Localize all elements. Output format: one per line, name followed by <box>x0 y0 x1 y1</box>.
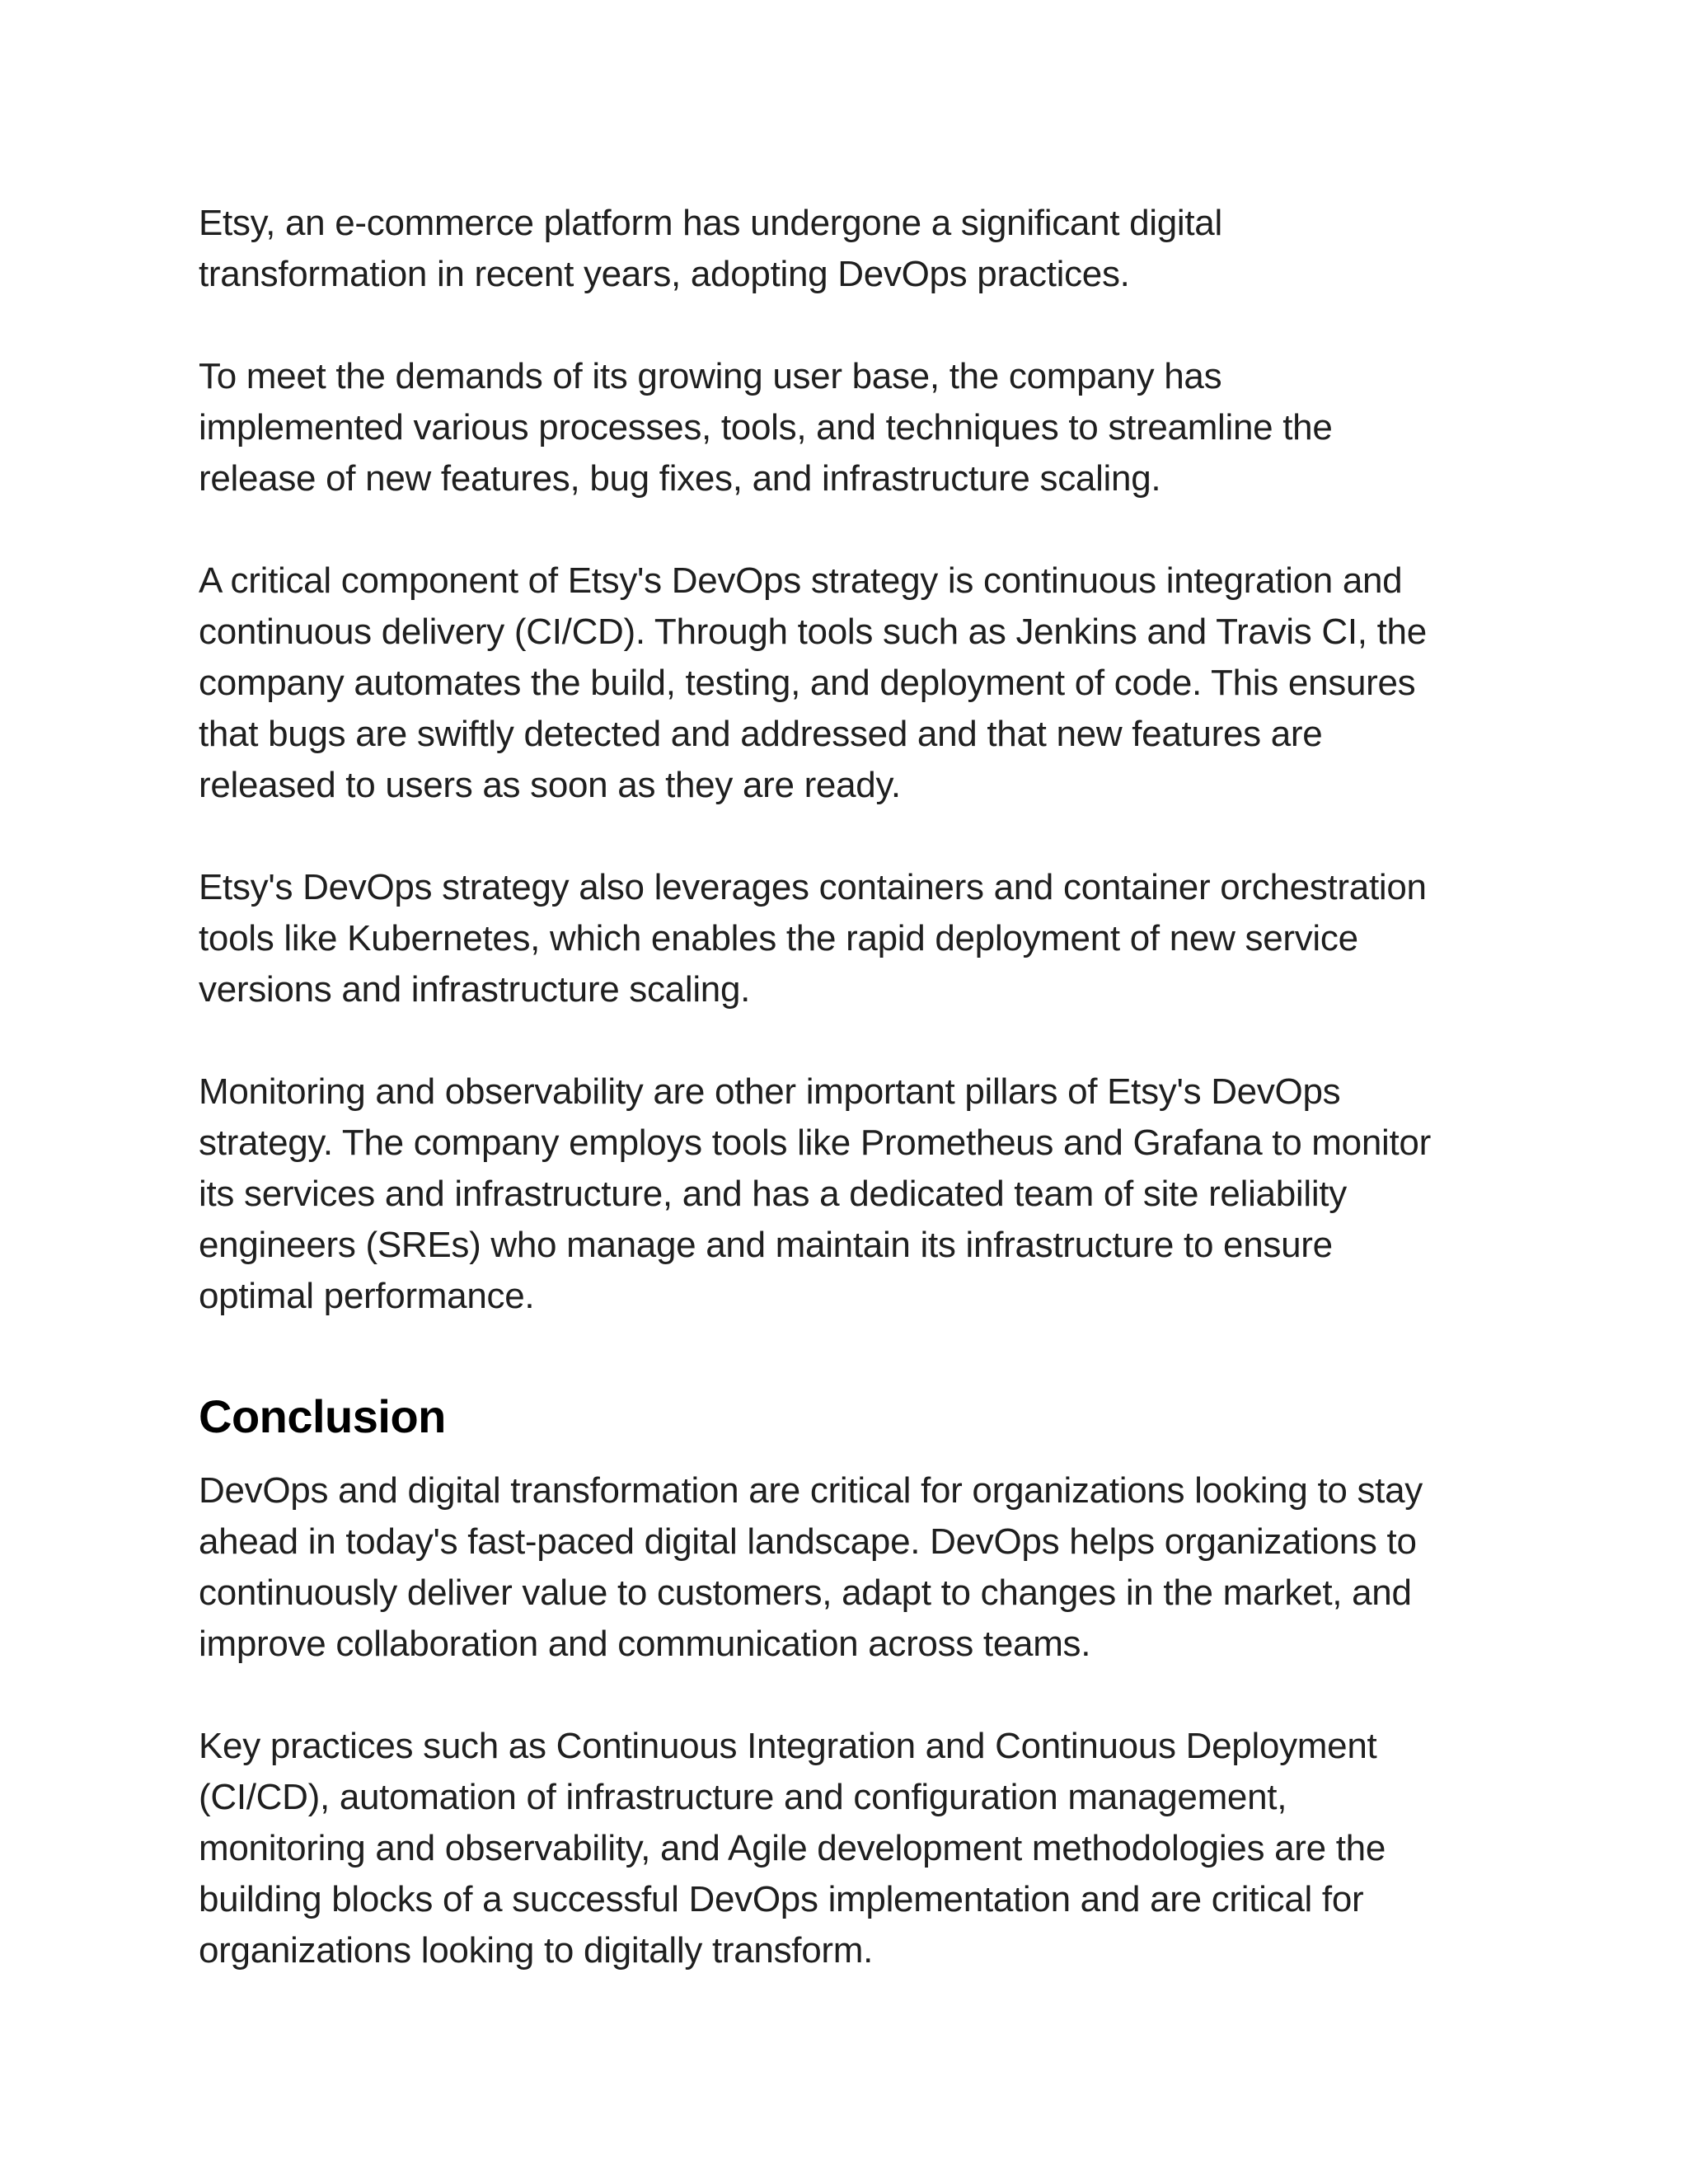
paragraph-conclusion-summary: DevOps and digital transformation are critical for organizations looking to stay ahead in today's fast-paced digital landscape. DevOps helps organizations to continuously deliver value to customers, adapt to changes in the market, and improve collaboration and communication across teams. <box>199 1470 1423 1664</box>
conclusion-heading: Conclusion <box>199 1390 446 1442</box>
paragraph-intro: Etsy, an e-commerce platform has undergone a significant digital transformation in recent years, adopting DevOps practices. <box>199 203 1222 294</box>
document-page <box>199 198 1501 2027</box>
paragraph-ci-cd: A critical component of Etsy's DevOps strategy is continuous integration and continuous delivery (CI/CD). Through tools such as Jenkins and Travis CI, the company automates the build, testing, and deployment of code. This ensures that bugs are swiftly detected and addressed and that new features are released to users as soon as they are ready. <box>199 560 1427 805</box>
paragraph-conclusion-practices: Key practices such as Continuous Integration and Continuous Deployment (CI/CD), automation of infrastructure and configuration management, monitoring and observability, and Agile development methodologies are the building blocks of a successful DevOps implementation and are critical for organizations looking to digitally transform. <box>199 1726 1386 1971</box>
paragraph-user-base: To meet the demands of its growing user base, the company has implemented various processes, tools, and techniques to streamline the release of new features, bug fixes, and infrastructure scaling. <box>199 356 1333 499</box>
paragraph-monitoring: Monitoring and observability are other important pillars of Etsy's DevOps strategy. The company employs tools like Prometheus and Grafana to monitor its services and infrastructure, and has a dedicated team of site reliability engineers (SREs) who manage and maintain its infrastructure to ensure optimal performance. <box>199 1071 1431 1316</box>
paragraph-containers: Etsy's DevOps strategy also leverages containers and container orchestration tools like Kubernetes, which enables the rapid deployment of new service versions and infrastructure scaling. <box>199 867 1427 1010</box>
